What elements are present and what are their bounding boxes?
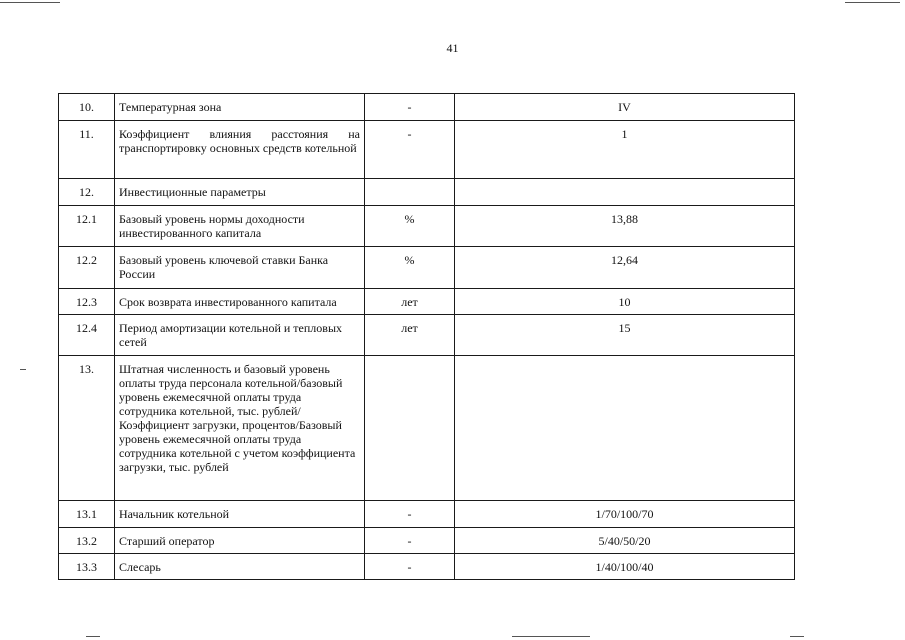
row-unit: -: [365, 501, 455, 528]
row-number: 12.2: [59, 247, 115, 289]
row-value: 1: [455, 121, 795, 179]
row-number: 13.2: [59, 528, 115, 554]
row-number: 10.: [59, 94, 115, 121]
row-value: IV: [455, 94, 795, 121]
row-value: 13,88: [455, 206, 795, 247]
page-number: 41: [446, 41, 459, 55]
row-name: Срок возврата инвестированного капитала: [115, 289, 365, 315]
row-value: 1/70/100/70: [455, 501, 795, 528]
row-value: 12,64: [455, 247, 795, 289]
table-row: [59, 206, 795, 247]
table-row: [59, 315, 795, 356]
table-row: [59, 528, 795, 554]
row-value: 10: [455, 289, 795, 315]
row-number: 12.4: [59, 315, 115, 356]
table-row: [59, 501, 795, 528]
row-value: 15: [455, 315, 795, 356]
scan-artifact: [0, 2, 60, 3]
row-name: Слесарь: [115, 554, 365, 580]
row-number: 13.1: [59, 501, 115, 528]
parameters-table: [58, 93, 795, 580]
row-name: Коэффициент влияния расстояния на транспортировку основных средств котельной: [115, 121, 365, 179]
row-unit: %: [365, 247, 455, 289]
scan-artifact: [86, 636, 100, 637]
row-value: [455, 179, 795, 206]
table-row: [59, 554, 795, 580]
table-row: [59, 94, 795, 121]
row-name: Период амортизации котельной и тепловых сетей: [115, 315, 365, 356]
table-row: [59, 179, 795, 206]
row-name: Базовый уровень нормы доходности инвестированного капитала: [115, 206, 365, 247]
scan-artifact: [20, 369, 26, 370]
row-number: 13.: [59, 356, 115, 501]
row-unit: -: [365, 121, 455, 179]
row-name: Базовый уровень ключевой ставки Банка России: [115, 247, 365, 289]
row-number: 12.: [59, 179, 115, 206]
row-number: 11.: [59, 121, 115, 179]
row-unit: -: [365, 528, 455, 554]
row-value: [455, 356, 795, 501]
scan-artifact: [512, 636, 590, 637]
scan-artifact: [845, 2, 900, 3]
row-name: Штатная численность и базовый уровень оплаты труда персонала котельной/базовый уровень ежемесячной оплаты труда сотрудника котельной, тыс. рублей/Коэффициент загрузки, процентов/Базовый уровень ежемесячной оплаты труда сотрудника котельной с учетом коэффициента загрузки, тыс. рублей: [115, 356, 365, 501]
row-unit: лет: [365, 315, 455, 356]
row-unit: %: [365, 206, 455, 247]
table-row: [59, 247, 795, 289]
row-number: 12.3: [59, 289, 115, 315]
row-value: 1/40/100/40: [455, 554, 795, 580]
row-name: Старший оператор: [115, 528, 365, 554]
row-value: 5/40/50/20: [455, 528, 795, 554]
row-unit: [365, 179, 455, 206]
row-number: 13.3: [59, 554, 115, 580]
row-name: Начальник котельной: [115, 501, 365, 528]
scan-artifact: [790, 636, 804, 637]
row-unit: лет: [365, 289, 455, 315]
row-number: 12.1: [59, 206, 115, 247]
row-name: Температурная зона: [115, 94, 365, 121]
row-name: Инвестиционные параметры: [115, 179, 365, 206]
table-row: [59, 121, 795, 179]
row-unit: -: [365, 94, 455, 121]
row-unit: -: [365, 554, 455, 580]
table-row: [59, 356, 795, 501]
row-unit: [365, 356, 455, 501]
table-row: [59, 289, 795, 315]
